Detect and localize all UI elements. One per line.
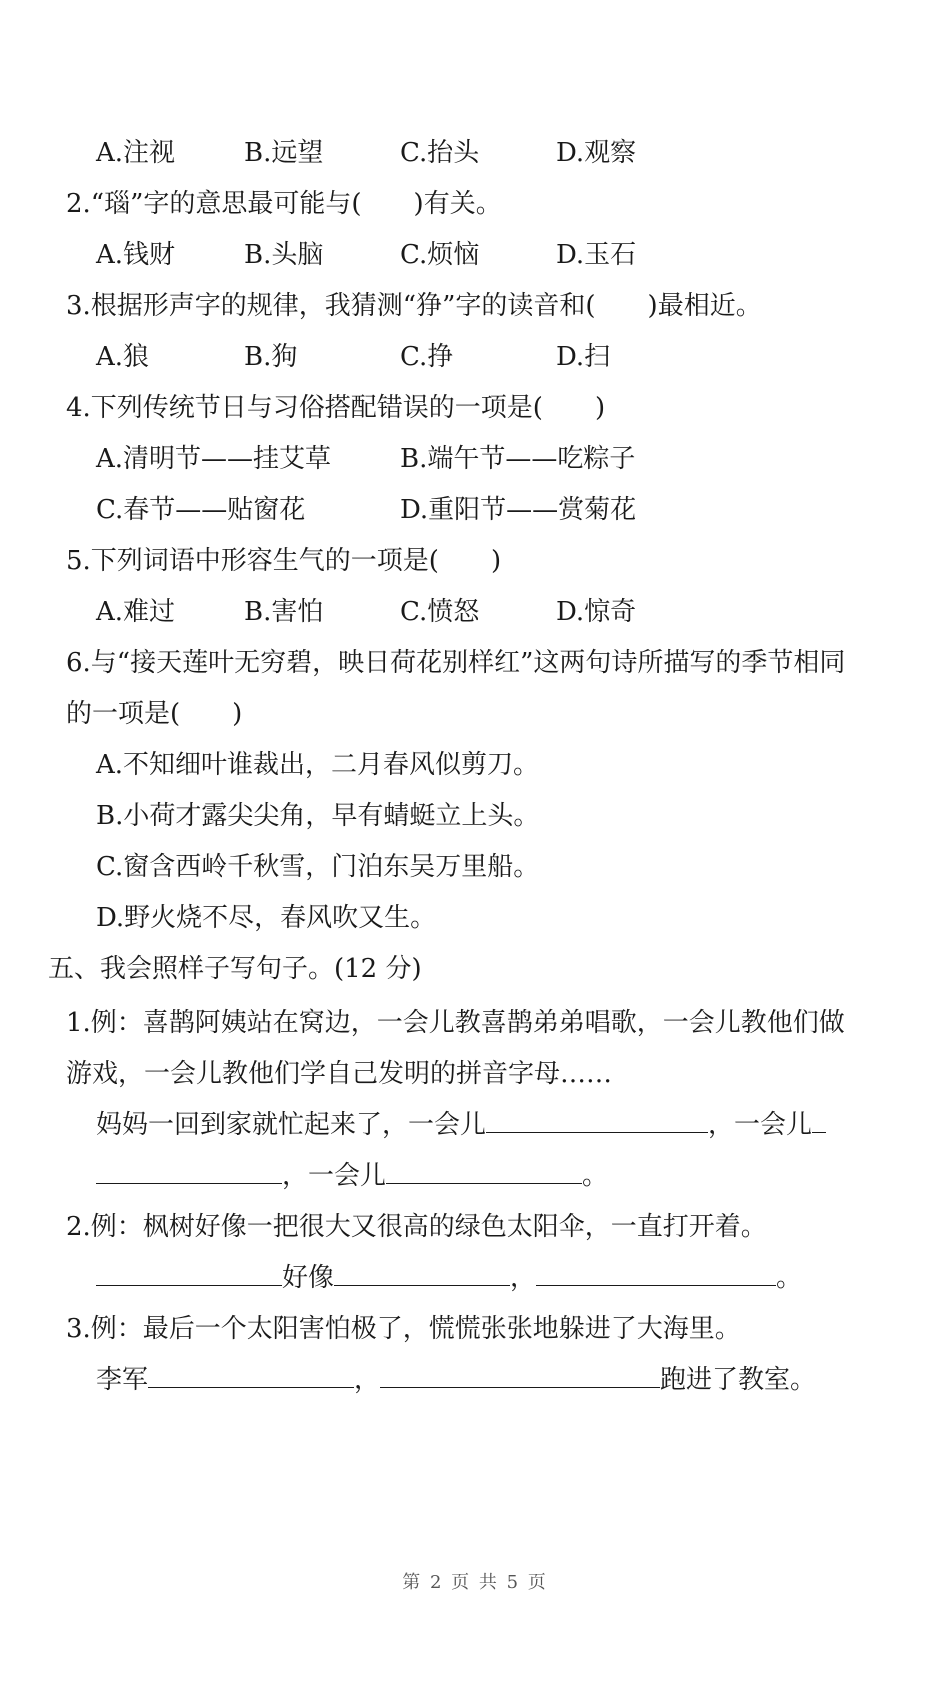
s2-answer-line	[96, 1258, 950, 1298]
q6-question-line2	[66, 694, 950, 734]
s3-answer-end: 跑进了教室。	[660, 1365, 817, 1395]
q6-option-a: A.不知细叶谁裁出，二月春风似剪刀。	[96, 750, 540, 780]
q5-option-a: A.难过	[96, 597, 176, 627]
q4-options-row2	[0, 490, 950, 530]
s1-answer-mid-2: ，一会儿	[282, 1161, 387, 1191]
s3-answer-line	[96, 1360, 950, 1400]
q4-option-d: D.重阳节——赏菊花	[400, 495, 637, 525]
q5-text: 5.下列词语中形容生气的一项是(	[66, 546, 439, 576]
q3-option-c: C.挣	[400, 342, 454, 372]
q3-option-a: A.狼	[96, 342, 150, 372]
q4-option-c: C.春节——贴窗花	[96, 495, 306, 525]
q5-option-d: D.惊奇	[556, 597, 637, 627]
s2-answer-end: 。	[776, 1263, 803, 1293]
q2-option-a: A.钱财	[96, 240, 176, 270]
s2-answer-mid: 好像	[282, 1263, 335, 1293]
q3-text: 3.根据形声字的规律，我猜测“狰”字的读音和(	[66, 291, 596, 321]
s3-example: 3.例：最后一个太阳害怕极了，慌慌张张地躲进了大海里。	[66, 1314, 741, 1344]
q3-options	[0, 337, 950, 377]
q6-question-line1: 6.与“接天莲叶无穷碧，映日荷花别样红”这两句诗所描写的季节相同	[66, 648, 846, 678]
q6-text: 的一项是(	[66, 699, 181, 729]
s1-blank-1[interactable]	[486, 1108, 708, 1133]
s1-example-line2: 游戏，一会儿教他们学自己发明的拼音字母……	[66, 1059, 613, 1089]
q6-option-d: D.野火烧不尽，春风吹又生。	[96, 903, 437, 933]
q4-option-a: A.清明节——挂艾草	[96, 444, 332, 474]
s3-blank-1[interactable]	[148, 1363, 354, 1388]
q2-text: 2.“瑙”字的意思最可能与(	[66, 189, 362, 219]
s2-blank-2[interactable]	[334, 1261, 510, 1286]
q6-option-c: C.窗含西岭千秋雪，门泊东吴万里船。	[96, 852, 540, 882]
q1-option-b: B.远望	[244, 138, 324, 168]
q4-option-b: B.端午节——吃粽子	[400, 444, 636, 474]
s1-answer-prompt: 妈妈一回到家就忙起来了，一会儿	[96, 1110, 487, 1140]
s2-blank-3[interactable]	[536, 1261, 776, 1286]
q3-option-d: D.扫	[556, 342, 611, 372]
q1-options	[0, 133, 950, 173]
q1-option-a: A.注视	[96, 138, 176, 168]
s3-answer-prompt: 李军	[96, 1365, 149, 1395]
s3-blank-2[interactable]	[380, 1363, 660, 1388]
q1-option-c: C.抬头	[400, 138, 480, 168]
s1-example-line1: 1.例：喜鹊阿姨站在窝边，一会儿教喜鹊弟弟唱歌，一会儿教他们做	[66, 1008, 845, 1038]
q2-option-d: D.玉石	[556, 240, 637, 270]
q1-option-d: D.观察	[556, 138, 637, 168]
s1-blank-3[interactable]	[386, 1159, 582, 1184]
q2-question	[66, 184, 950, 224]
s1-blank-2[interactable]	[96, 1159, 282, 1184]
s1-answer-line2	[96, 1156, 950, 1196]
q5-question	[66, 541, 950, 581]
q4-text: 4.下列传统节日与习俗搭配错误的一项是(	[66, 393, 543, 423]
s2-answer-comma: ，	[510, 1263, 537, 1293]
s3-answer-comma: ，	[354, 1365, 381, 1395]
s1-answer-line1	[96, 1105, 950, 1145]
q5-option-b: B.害怕	[244, 597, 324, 627]
q4-options-row1	[0, 439, 950, 479]
q3-question	[66, 286, 950, 326]
q5-text-end: )	[490, 546, 502, 576]
q2-text-end: )有关。	[413, 189, 502, 219]
s2-example: 2.例：枫树好像一把很大又很高的绿色太阳伞，一直打开着。	[66, 1212, 767, 1242]
q6-option-b: B.小荷才露尖尖角，早有蜻蜓立上头。	[96, 801, 540, 831]
q2-options	[0, 235, 950, 275]
page-number-footer: 第 2 页 共 5 页	[402, 1572, 548, 1593]
q2-option-c: C.烦恼	[400, 240, 480, 270]
q2-option-b: B.头脑	[244, 240, 324, 270]
s1-answer-end: 。	[582, 1161, 609, 1191]
s1-blank-2-start[interactable]	[812, 1108, 826, 1133]
q3-option-b: B.狗	[244, 342, 298, 372]
q6-text-end: )	[232, 699, 243, 729]
s1-answer-mid: ，一会儿	[708, 1110, 813, 1140]
q5-options	[0, 592, 950, 632]
q4-question	[66, 388, 950, 428]
q5-option-c: C.愤怒	[400, 597, 480, 627]
section-5-title: 五、我会照样子写句子。(12 分)	[48, 954, 422, 984]
q4-text-end: )	[594, 393, 606, 423]
q3-text-end: )最相近。	[647, 291, 762, 321]
s2-blank-1[interactable]	[96, 1261, 282, 1286]
